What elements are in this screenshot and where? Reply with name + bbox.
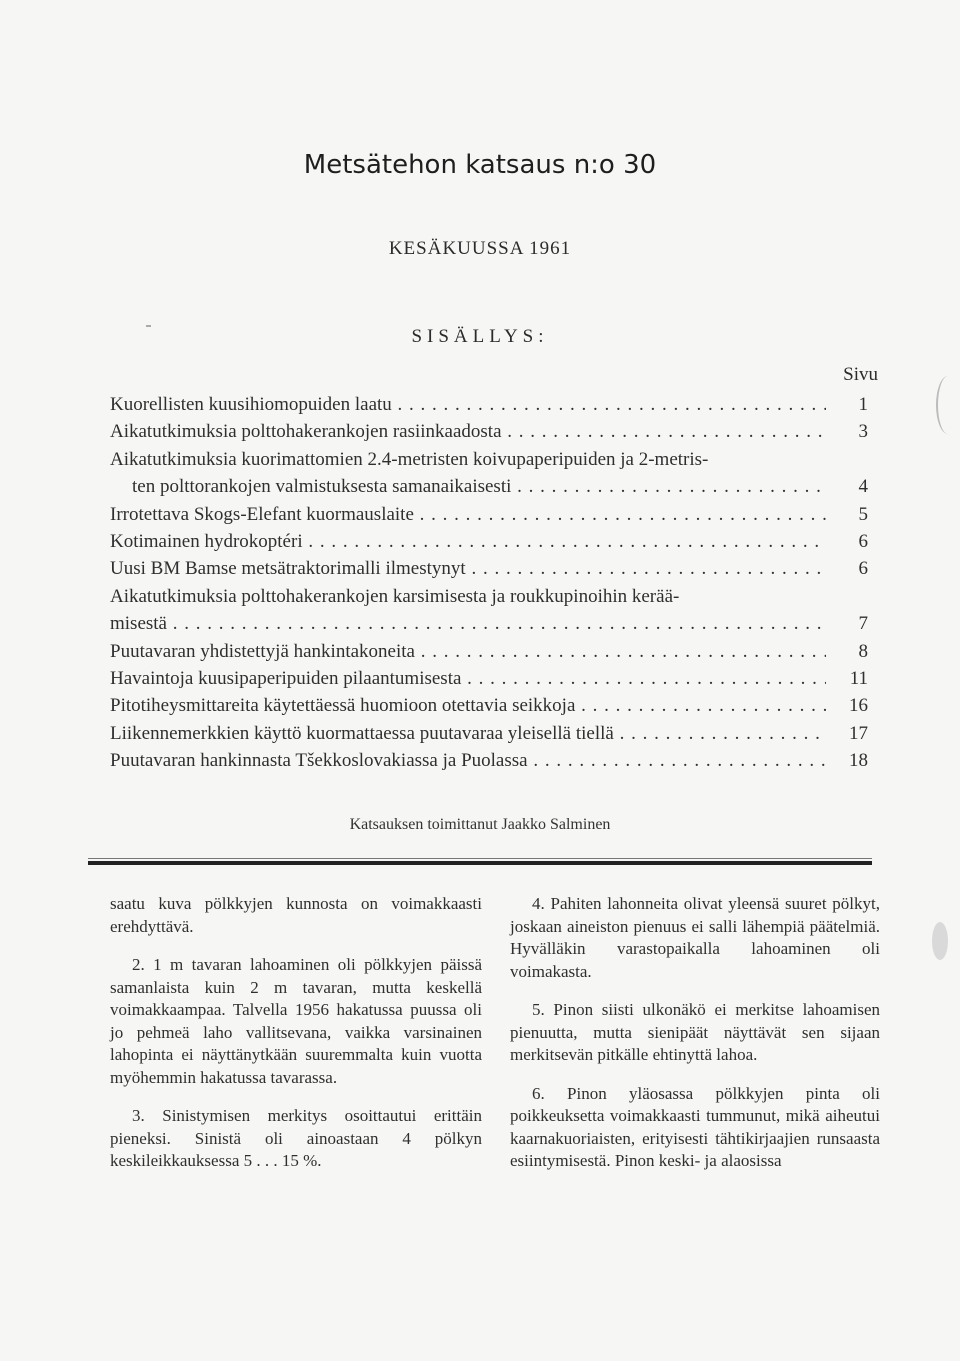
toc-entry	[110, 583, 868, 610]
page-column-label: Sivu	[843, 364, 878, 385]
toc-entry	[110, 446, 868, 473]
toc-entry-title: misestä . . .	[110, 610, 826, 637]
toc-entry	[110, 473, 868, 500]
scan-mark	[932, 922, 948, 960]
toc-entry-page: 11	[849, 667, 868, 689]
toc-entry-title: Puutavaran yhdistettyjä hankintakoneita . . .	[110, 638, 826, 665]
toc-entry	[110, 720, 868, 747]
divider-rule	[88, 858, 872, 859]
toc-entry-page: 8	[858, 640, 868, 662]
toc-entry-page: 5	[858, 503, 868, 525]
toc-entry	[110, 610, 868, 637]
toc-entry	[110, 501, 868, 528]
toc-entry	[110, 418, 868, 445]
toc-entry	[110, 747, 868, 774]
toc-entry-page: 18	[849, 750, 868, 772]
toc-entry-title: Liikennemerkkien käyttö kuormattaessa puutavaraa yleisellä tiellä . . .	[110, 720, 826, 747]
toc-entry-title: Aikatutkimuksia kuorimattomien 2.4-metristen koivupaperipuiden ja 2-metris-	[110, 448, 709, 470]
body-paragraph: 3. Sinistymisen merkitys osoittautui erittäin pieneksi. Sinistä oli ainoastaan 4 pölkyn keskileikkauksessa 5 . . . 15 %.	[110, 1106, 482, 1170]
toc-entry	[110, 555, 868, 582]
toc-entry-page: 1	[858, 394, 868, 415]
toc-entry	[110, 638, 868, 665]
contents-heading: SISÄLLYS:	[411, 326, 549, 347]
toc-entry-title: Aikatutkimuksia polttohakerankojen karsimisesta ja roukkupinoihin kerää-	[110, 585, 680, 607]
toc-entry-title: Aikatutkimuksia polttohakerankojen rasiinkaadosta . . .	[110, 418, 826, 445]
page-title: Metsätehon katsaus n:o 30	[303, 150, 657, 180]
toc-entry-page: 3	[858, 421, 868, 443]
toc-entry-title: Puutavaran hankinnasta Tšekkoslovakiassa ja Puolassa . . .	[110, 747, 826, 774]
body-paragraph: 2. 1 m tavaran lahoaminen oli pölkkyjen päissä samanlaista kuin 2 m tavaran, mutta keskellä voimakkaampaa. Talvella 1956 hakatussa puussa oli jo pehmeä laho vallitsevana, vaikka varsinainen lahopinta ei näyttänytkään suuremmalta kuin vuotta myöhemmin hakatussa tavarassa.	[110, 955, 482, 1087]
divider-rule	[88, 861, 872, 865]
scan-mark	[936, 376, 960, 434]
toc-entry-title: ten polttorankojen valmistuksesta samanaikaisesti . . .	[110, 473, 826, 500]
table-of-contents	[110, 391, 868, 774]
body-paragraph: saatu kuva pölkkyjen kunnosta on voimakkaasti erehdyttävä.	[110, 894, 482, 936]
toc-entry-title: Havaintoja kuusipaperipuiden pilaantumisesta . . .	[110, 665, 826, 692]
body-column-left	[110, 893, 482, 1189]
toc-entry	[110, 391, 868, 418]
editor-credit: Katsauksen toimittanut Jaakko Salminen	[349, 816, 611, 833]
toc-entry-title: Kotimainen hydrokoptéri . . .	[110, 528, 826, 555]
toc-entry-page: 7	[858, 613, 868, 635]
toc-entry-title: Kuorellisten kuusihiomopuiden laatu . . .	[110, 391, 826, 418]
body-column-right	[510, 893, 880, 1189]
toc-entry-page: 4	[858, 476, 868, 498]
toc-entry-title: Uusi BM Bamse metsätraktorimalli ilmestynyt . . .	[110, 555, 826, 582]
toc-entry-title: Pitotiheysmittareita käytettäessä huomioon otettavia seikkoja . . .	[110, 692, 826, 719]
body-paragraph: 5. Pinon siisti ulkonäkö ei merkitse lahoamisen pienuutta, mutta sienipäät näyttävät sen sijaan merkitsevän pitkälle ehtinyttä lahoa.	[510, 1000, 880, 1064]
toc-entry-title: Irrotettava Skogs-Elefant kuormauslaite . . .	[110, 501, 826, 528]
body-paragraph: 6. Pinon yläosassa pölkkyjen pinta oli poikkeuksetta voimakkaasti tummunut, mikä aiheutui kaarnakuoriaisten, erityisesti tähtikirjaajien runsaasta esiintymisestä. Pinon keski- ja alaosissa	[510, 1083, 880, 1170]
toc-entry-page: 6	[858, 530, 868, 552]
toc-entry	[110, 528, 868, 555]
toc-entry-page: 16	[849, 695, 868, 717]
toc-entry	[110, 665, 868, 692]
body-paragraph: 4. Pahiten lahonneita olivat yleensä suuret pölkyt, joskaan aineiston pienuus ei salli lähempiä päätelmiä. Hyvälläkin varastopaikalla lahoaminen oli voimakasta.	[510, 894, 880, 981]
issue-date: KESÄKUUSSA 1961	[388, 238, 572, 259]
toc-entry	[110, 692, 868, 719]
toc-entry-page: 17	[849, 722, 868, 744]
toc-entry-page: 6	[858, 558, 868, 580]
